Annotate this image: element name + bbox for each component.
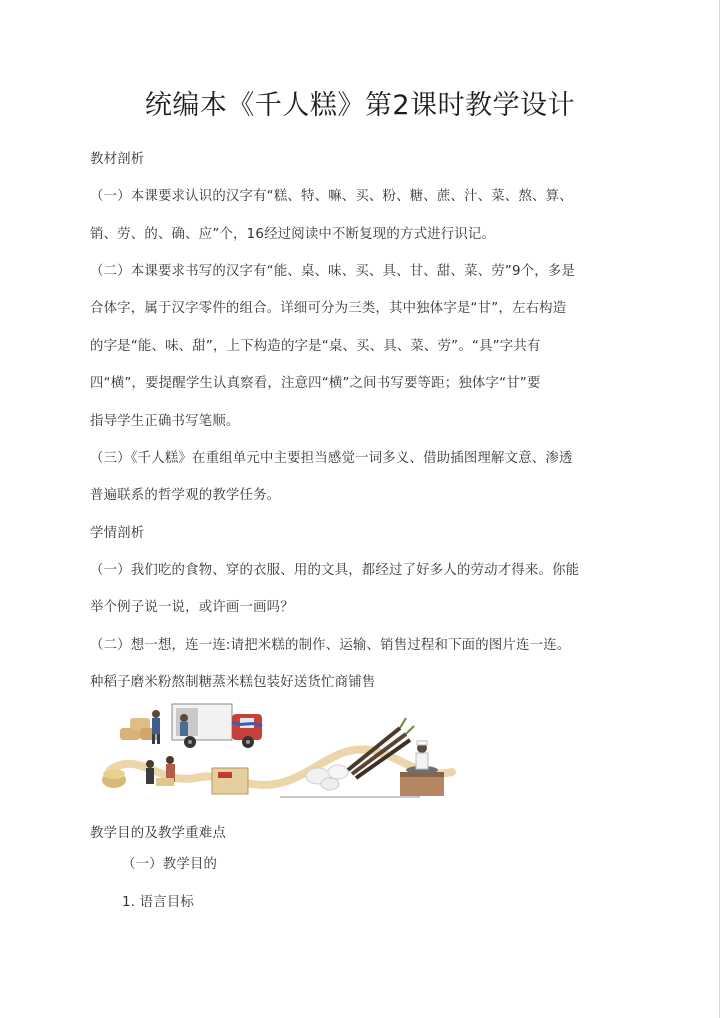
paragraph-line: 的字是“能、味、甜”，上下构造的字是“桌、买、具、菜、劳”。“具”字共有 [90, 339, 541, 354]
rice-cake-process-illustration [100, 700, 460, 806]
paragraph-line: 种稻子磨米粉熬制糖蒸米糕包装好送货忙商铺售 [90, 675, 376, 690]
section-heading-objectives: 教学目的及教学重难点 [90, 826, 226, 841]
paragraph-line: 销、劳、的、确、应”个，16经过阅读中不断复现的方式进行识记。 [90, 227, 496, 242]
paragraph-line: 举个例子说一说，或许画一画吗？ [90, 600, 294, 615]
section-heading-learner-analysis: 学情剖析 [90, 526, 145, 541]
delivery-person-icon [180, 714, 188, 736]
paragraph-line: 指导学生正确书写笔顺。 [90, 414, 240, 429]
steamed-cakes-icon [306, 765, 348, 790]
paragraph-line: 四“横”，要提醒学生认真察看，注意四“横”之间书写要等距；独体字“甘”要 [90, 376, 541, 391]
package-box-icon [212, 768, 248, 794]
document-title: 统编本《千人糕》第2课时教学设计 [144, 90, 576, 121]
paragraph-line: （一）我们吃的食物、穿的衣服、用的文具，都经过了好多人的劳动才得来。你能 [90, 563, 580, 578]
objective-item: 1. 语言目标 [122, 895, 194, 910]
paragraph-line: （二）想一想，连一连:请把米糕的制作、运输、销售过程和下面的图片连一连。 [90, 638, 571, 653]
paragraph-line: （一）本课要求认识的汉字有“糕、特、嘛、买、粉、糖、蔗、汁、菜、熬、算、 [90, 189, 573, 204]
paragraph-line: 普遍联系的哲学观的教学任务。 [90, 488, 281, 503]
sub-heading-objectives: （一）教学目的 [122, 857, 218, 872]
paragraph-line: （二）本课要求书写的汉字有“能、桌、味、买、具、甘、甜、菜、劳”9个，多是 [90, 264, 576, 279]
paragraph-line: 合体字，属于汉字零件的组合。详细可分为三类，其中独体字是“甘”，左右构造 [90, 301, 567, 316]
section-heading-textbook-analysis: 教材剖析 [90, 152, 145, 167]
paragraph-line: （三）《千人糕》在重组单元中主要担当感觉一词多义、借助插图理解文意、渗透 [90, 451, 573, 466]
basket-icon [102, 769, 126, 788]
